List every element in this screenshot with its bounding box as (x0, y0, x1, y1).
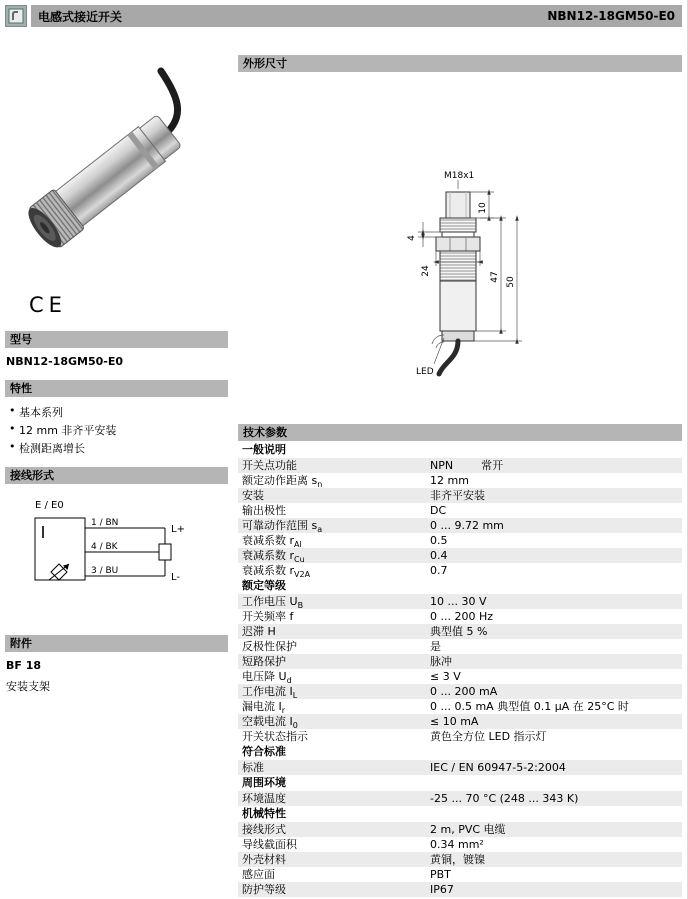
spec-label: 工作电压 $U_B$ (242, 595, 304, 609)
wire3-label: 3 / BU (91, 566, 119, 576)
spec-row (238, 533, 682, 548)
feature-item: • 12 mm 非齐平安装 (7, 421, 228, 439)
load-symbol (159, 544, 171, 560)
drawing-cable (439, 341, 458, 374)
spec-value: 典型值 5 % (430, 625, 488, 638)
spec-row (238, 837, 682, 852)
spec-row (238, 518, 682, 533)
spec-value: IEC / EN 60947-5-2:2004 (430, 761, 566, 774)
spec-section-title: 机械特性 (242, 807, 286, 820)
spec-value: 是 (430, 640, 441, 653)
dim-24-label: 24 (421, 265, 431, 277)
sensor-outline (436, 192, 480, 374)
wiring-diagram-svg (13, 494, 213, 612)
spec-label-subscript: B (297, 601, 304, 609)
page-header-bar (31, 5, 682, 27)
top-header (5, 5, 682, 27)
sensor-body (11, 71, 208, 253)
spec-row (238, 684, 682, 699)
spec-label: 导线截面积 (242, 838, 297, 851)
page-title: 电感式接近开关 (38, 9, 123, 24)
spec-row (238, 609, 682, 624)
wire2-label: 4 / BK (91, 542, 118, 552)
spec-label: 环境温度 (242, 792, 286, 805)
dim-4-label: 4 (407, 235, 417, 241)
spec-row (238, 473, 682, 488)
dim-50-label: 50 (506, 276, 516, 288)
spec-row (238, 503, 682, 518)
spec-row (238, 563, 682, 578)
spec-label: 开关点功能 (242, 459, 297, 472)
right-column (238, 55, 682, 897)
brand-logo-icon (5, 5, 27, 27)
spec-section-title: 额定等级 (242, 579, 286, 592)
dim-thread-label: M18x1 (444, 171, 475, 181)
spec-label-subscript: n (317, 480, 323, 488)
spec-row (238, 822, 682, 837)
spec-value: 0 ... 200 Hz (430, 610, 494, 623)
spec-value: IP67 (430, 883, 454, 896)
spec-value: -25 ... 70 °C (248 ... 343 K) (430, 792, 579, 805)
spec-label: 防护等级 (242, 883, 286, 896)
spec-row (238, 867, 682, 882)
spec-section-title: 一般说明 (242, 443, 286, 456)
accessory-model: BF 18 (6, 659, 42, 672)
spec-row (238, 729, 682, 744)
spec-row (238, 488, 682, 503)
spec-section-title: 符合标准 (242, 745, 286, 758)
spec-row (238, 699, 682, 714)
section-accessories-header: 附件 (5, 635, 228, 652)
feature-item: • 基本系列 (7, 403, 228, 421)
spec-value: 0 ... 9.72 mm (430, 519, 504, 532)
dimension-drawing (238, 72, 682, 424)
spec-row (238, 458, 682, 473)
spec-section-title: 周围环境 (242, 776, 286, 789)
spec-label: 衰减系数 $r_{Cu}$ (242, 549, 305, 563)
features-list (5, 397, 228, 467)
left-column (5, 55, 228, 897)
spec-value: PBT (430, 868, 451, 881)
spec-value: ≤ 10 mA (430, 715, 479, 728)
model-number: NBN12-18GM50-E0 (6, 355, 123, 368)
spec-label: 额定动作距离 $s_n$ (242, 474, 323, 488)
wire1-label: 1 / BN (91, 518, 119, 528)
spec-value: 0.34 mm² (430, 838, 484, 851)
spec-value: 0 ... 0.5 mA 典型值 0.1 µA 在 25°C 时 (430, 700, 629, 713)
spec-label-subscript: 0 (292, 721, 298, 729)
spec-row (238, 882, 682, 897)
spec-label: 外壳材料 (242, 853, 286, 866)
spec-value: 黄铜，镀镍 (430, 853, 485, 866)
product-photo-illustration (11, 64, 223, 276)
spec-value: 非齐平安装 (430, 489, 485, 502)
spec-value: DC (430, 504, 447, 517)
section-connection-header: 接线形式 (5, 467, 228, 484)
spec-row (238, 639, 682, 654)
spec-row (238, 654, 682, 669)
spec-row (238, 760, 682, 775)
led-label: LED (416, 367, 434, 377)
spec-label: 电压降 $U_d$ (242, 670, 292, 684)
spec-label: 感应面 (242, 868, 275, 881)
sensor-cable (135, 71, 192, 132)
spec-label: 漏电流 $I_r$ (242, 700, 286, 714)
spec-row (238, 548, 682, 563)
spec-row (238, 594, 682, 609)
spec-label-subscript: d (286, 676, 292, 684)
brand-logo-glyph (8, 8, 24, 24)
spec-label: 空载电流 $I_0$ (242, 715, 298, 729)
wiring-type-label: E / E0 (35, 500, 64, 511)
lminus-label: L- (171, 572, 181, 583)
spec-label-subscript: Al (294, 540, 302, 548)
specs-table (238, 442, 682, 897)
dimension-drawing-svg (238, 72, 683, 424)
spec-row (238, 624, 682, 639)
section-features-header: 特性 (5, 380, 228, 397)
feature-item: • 检测距离增长 (7, 439, 228, 457)
spec-label: 工作电流 $I_L$ (242, 685, 298, 699)
spec-label: 衰减系数 $r_{Al}$ (242, 534, 302, 548)
spec-value: NPN 常开 (430, 459, 504, 472)
spec-label: 接线形式 (242, 823, 286, 836)
section-dimensions-header: 外形尺寸 (238, 55, 682, 72)
spec-label-subscript: L (292, 691, 298, 699)
spec-value: 0 ... 200 mA (430, 685, 498, 698)
accessory-description: 安装支架 (6, 680, 50, 693)
spec-label: 开关频率 f (242, 610, 294, 623)
spec-label: 反极性保护 (242, 640, 297, 653)
content-columns (5, 55, 682, 897)
spec-label-subscript: a (317, 525, 323, 533)
lplus-label: L+ (171, 524, 185, 535)
spec-label: 输出极性 (242, 504, 286, 517)
section-model-header: 型号 (5, 331, 228, 348)
spec-value: 2 m, PVC 电缆 (430, 823, 506, 836)
spec-value: 10 ... 30 V (430, 595, 487, 608)
spec-label: 可靠动作范围 $s_a$ (242, 519, 323, 533)
spec-row (238, 714, 682, 729)
ce-mark: CE (29, 293, 67, 317)
spec-label: 标准 (242, 761, 264, 774)
dim-10-label: 10 (478, 202, 488, 214)
spec-label: 衰减系数 $r_{V2A}$ (242, 564, 311, 578)
spec-label: 开关状态指示 (242, 730, 308, 743)
spec-value: 0.4 (430, 549, 448, 562)
spec-label-subscript: V2A (294, 570, 311, 578)
dim-47-label: 47 (490, 271, 500, 283)
spec-label-subscript: Cu (294, 555, 305, 563)
spec-value: 0.5 (430, 534, 448, 547)
header-model-number: NBN12-18GM50-E0 (547, 9, 675, 23)
spec-value: 脉冲 (430, 655, 452, 668)
wiring-diagram (5, 484, 228, 623)
spec-label: 安装 (242, 489, 264, 502)
spec-row (238, 852, 682, 867)
section-specs-header: 技术参数 (238, 424, 682, 441)
spec-value: 0.7 (430, 564, 448, 577)
spec-label: 迟滞 H (242, 625, 276, 638)
spec-value: 12 mm (430, 474, 469, 487)
spec-label-subscript: r (281, 706, 286, 714)
spec-value: 黄色全方位 LED 指示灯 (430, 730, 547, 743)
spec-label: 短路保护 (242, 655, 286, 668)
spec-row (238, 669, 682, 684)
product-photo (5, 55, 228, 285)
spec-row (238, 791, 682, 806)
spec-value: ≤ 3 V (430, 670, 461, 683)
